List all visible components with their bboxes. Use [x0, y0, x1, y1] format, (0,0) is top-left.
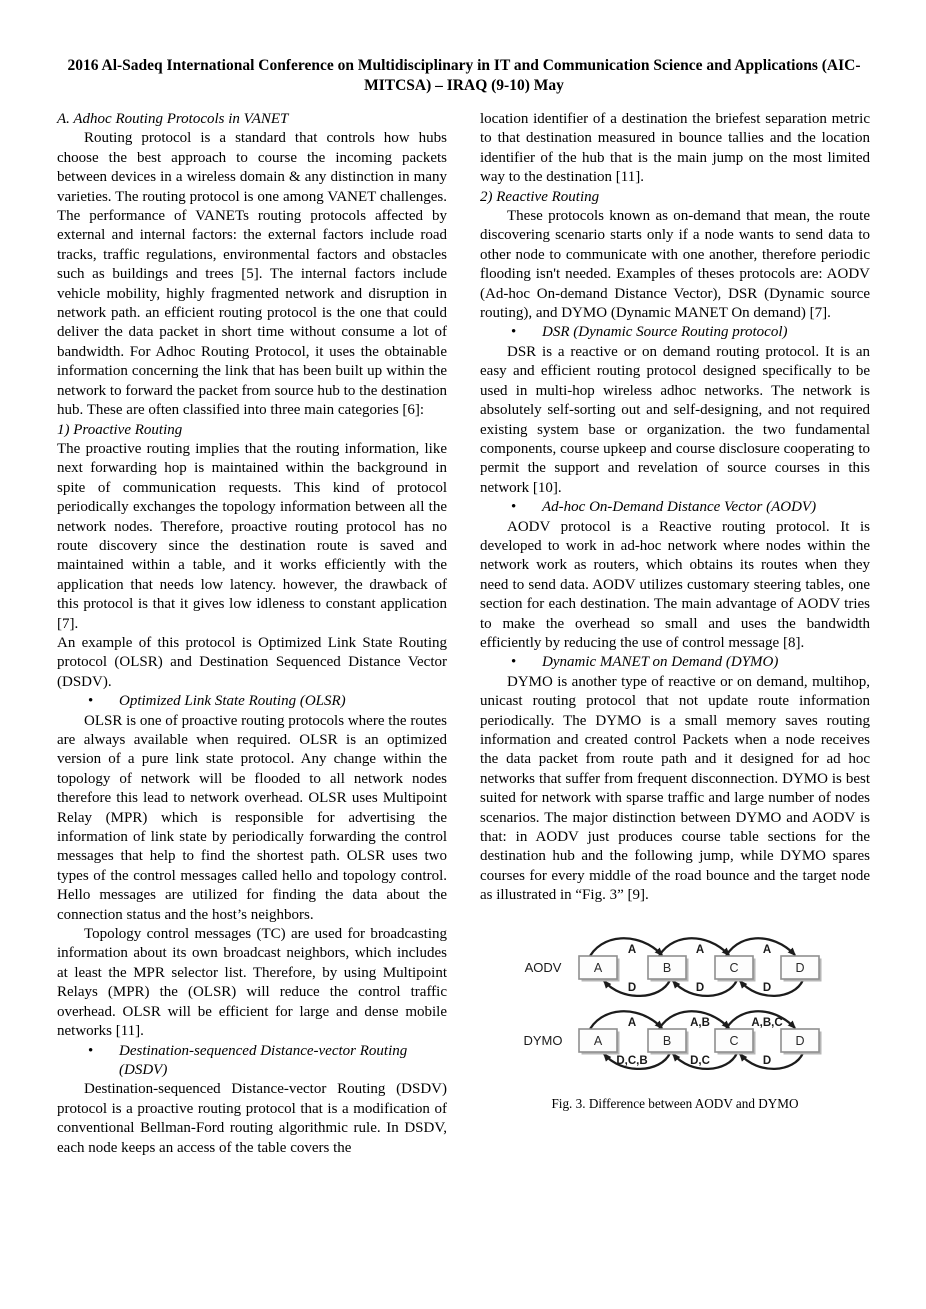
subheading-reactive-routing: 2) Reactive Routing	[480, 188, 600, 205]
node-label: B	[662, 960, 672, 975]
bullet-icon: •	[88, 1042, 94, 1059]
paragraph-dsdv: Destination-sequenced Distance-vector Routing (DSDV) protocol is a proactive routing protocol that is a modification of conventional Bellman-Ford routing algorithmic rule. In DSDV, each node keeps an access of the table covers the	[57, 1081, 447, 1156]
edge-label-bottom: D	[695, 981, 705, 994]
figure-caption: Fig. 3. Difference between AODV and DYMO	[551, 1095, 799, 1111]
left-column	[57, 110, 447, 1158]
edge-label-top: A	[627, 1016, 637, 1029]
paragraph-dsr: DSR is a reactive or on demand routing protocol. It is an easy and efficient routing protocol designed specifically to be used in multi-hop wireless adhoc networks. The network is absolutely self-sorting out and self-designing, and not required existing system base or organization. the two fundamental components, course upkeep and course disclosure cooperating to permit the support and revelation of source courses in this network [10].	[480, 343, 870, 496]
node-label: A	[593, 960, 603, 975]
paragraph-location: location identifier of a destination the briefest separation metric to that destination measured in bounce tallies and the location identifier of the hub that is the main jump on the most limited way to the destination [11].	[480, 111, 870, 186]
bullet-dsdv-label: Destination-sequenced Distance-vector Routing (DSDV)	[119, 1042, 408, 1078]
edge-label-bottom: D,C	[690, 1054, 710, 1067]
paragraph-example: An example of this protocol is Optimized Link State Routing protocol (OLSR) and Destination Sequenced Distance Vector (DSDV).	[57, 634, 447, 690]
bullet-icon: •	[88, 693, 94, 710]
figure-3	[480, 918, 870, 1113]
right-column	[480, 110, 870, 1113]
node-label: C	[729, 1033, 739, 1048]
bullet-olsr	[57, 692, 447, 711]
paragraph-proactive: The proactive routing implies that the routing information, like next forwarding hop is maintained within the background in spite of communication requests. This kind of protocol periodically exchanges the topology information between all the network nodes. Therefore, proactive routing protocol has no route discovery since the destination route is saved and maintained within a table, and it works efficiently with the application that needs low latency. however, the drawback of this protocol is that it gives low idleness to constant application [7].	[57, 440, 447, 632]
route-arc-bottom	[673, 980, 737, 996]
paragraph-reactive: These protocols known as on-demand that mean, the route discovering scenario starts only if a node wants to send data to other node to communicate with one another, therefore periodic flooding isn't needed. Examples of theses protocols are: AODV (Ad-hoc On-demand Distance Vector), DSR (Dynamic source routing), and DYMO (Dynamic MANET On demand) [7].	[480, 208, 870, 322]
edge-label-bottom: D,C,B	[616, 1054, 648, 1067]
section-heading-a: A. Adhoc Routing Protocols in VANET	[57, 111, 289, 127]
edge-label-top: A	[627, 943, 637, 956]
route-arc-bottom	[604, 980, 670, 996]
bullet-dsr-label: DSR (Dynamic Source Routing protocol)	[542, 324, 788, 341]
node-label: A	[593, 1033, 603, 1048]
node-label: D	[795, 960, 805, 975]
edge-label-bottom: D	[762, 1054, 772, 1067]
edge-label-top: A,B	[690, 1016, 710, 1029]
conference-header: 2016 Al-Sadeq International Conference on Multidisciplinary in IT and Communication Science and Applications (AIC-MITCSA) – IRAQ (9-10) May	[67, 57, 861, 94]
edge-label-top: A,B,C	[751, 1016, 783, 1029]
paragraph-olsr-2: Topology control messages (TC) are used for broadcasting information about its own broadcast neighbors, which includes at least the MPR selector list. Therefore, by using Multipoint Relays (MPR) the (OLSR) will reduce the control traffic overhead. OLSR will be efficient for large and dense mobile networks [11].	[57, 926, 447, 1040]
edge-label-bottom: D	[762, 981, 772, 994]
edge-label-bottom: D	[627, 981, 637, 994]
bullet-dymo	[480, 653, 870, 672]
row-label: AODV	[524, 959, 562, 975]
node-label: C	[729, 960, 739, 975]
route-arc-bottom	[740, 1053, 803, 1069]
paragraph-routing: Routing protocol is a standard that controls how hubs choose the best approach to course the incoming packets between devices in a wireless domain & any distinction in many varieties. The routing protocol is one among VANET challenges. The performance of VANETs routing protocols affected by external and internal factors: the external factors include road tracks, traffic regulations, environmental factors and obstacles such as buildings and trees [5]. The internal factors include vehicle mobility, highly fragmented network and disruption in network path. an efficient routing protocol is the one that could deliver the data packet in short time without consume a lot of bandwidth. For Adhoc Routing Protocol, it uses the obtainable information concerning the link that has been built up within the network to forward the packet from source hub to the destination hub. These are often classified into three main categories [6]:	[57, 130, 447, 419]
bullet-icon: •	[511, 499, 517, 516]
bullet-olsr-label: Optimized Link State Routing (OLSR)	[119, 693, 346, 710]
edge-label-top: A	[762, 943, 772, 956]
bullet-icon: •	[511, 324, 517, 341]
aodv-dymo-diagram	[480, 918, 870, 1078]
node-label: B	[662, 1033, 672, 1048]
bullet-dsr	[480, 323, 870, 342]
node-label: D	[795, 1033, 805, 1048]
paragraph-olsr-1: OLSR is one of proactive routing protocols where the routes are always available when required. OLSR is an optimized version of a pure link state protocol. Any change within the topology of network will be flooded to all network nodes therefore this lead to network overhead. OLSR uses Multipoint Relay (MPR) which is responsible for advertising the information of link state by periodically forwarding the control messages that help to find the shortest path. OLSR uses two types of the control messages called hello and topology control. Hello messages are utilized for finding the data about the connection status and the host’s neighbors.	[57, 712, 447, 923]
diagram-row-aodv	[525, 938, 822, 996]
bullet-dsdv	[57, 1042, 447, 1081]
bullet-dymo-label: Dynamic MANET on Demand (DYMO)	[542, 654, 779, 671]
route-arc-bottom	[740, 980, 803, 996]
bullet-icon: •	[511, 654, 517, 671]
edge-label-top: A	[695, 943, 705, 956]
paragraph-dymo: DYMO is another type of reactive or on demand, multihop, unicast routing protocol that not update route information periodically. The DYMO is a small memory saves routing information and created control Packets when a node receives the data packet from route path and it designed for ad hoc networks that suffer from frequent disconnection. DYMO is best suited for network with sparse traffic and large number of nodes scenarios. The major distinction between DYMO and AODV is that: in AODV just produces course table sections for the destination hub and the following jump, while DYMO spares courses for every middle of the road bounce and the target node as illustrated in “Fig. 3” [9].	[480, 673, 870, 904]
paragraph-aodv: AODV protocol is a Reactive routing protocol. It is developed to work in ad-hoc network where nodes within the network work as routers, which obtains its routes when they need to send data. AODV utilizes customary steering tables, one section for each destination. The main advantage of AODV tries to make the overhead so small and uses the bandwidth efficiently by reducing the use of control message [8].	[480, 518, 870, 651]
bullet-aodv	[480, 498, 870, 517]
row-label: DYMO	[523, 1032, 563, 1048]
diagram-row-dymo	[524, 1011, 822, 1069]
bullet-aodv-label: Ad-hoc On-Demand Distance Vector (AODV)	[542, 499, 817, 516]
subheading-proactive-routing: 1) Proactive Routing	[57, 421, 183, 438]
